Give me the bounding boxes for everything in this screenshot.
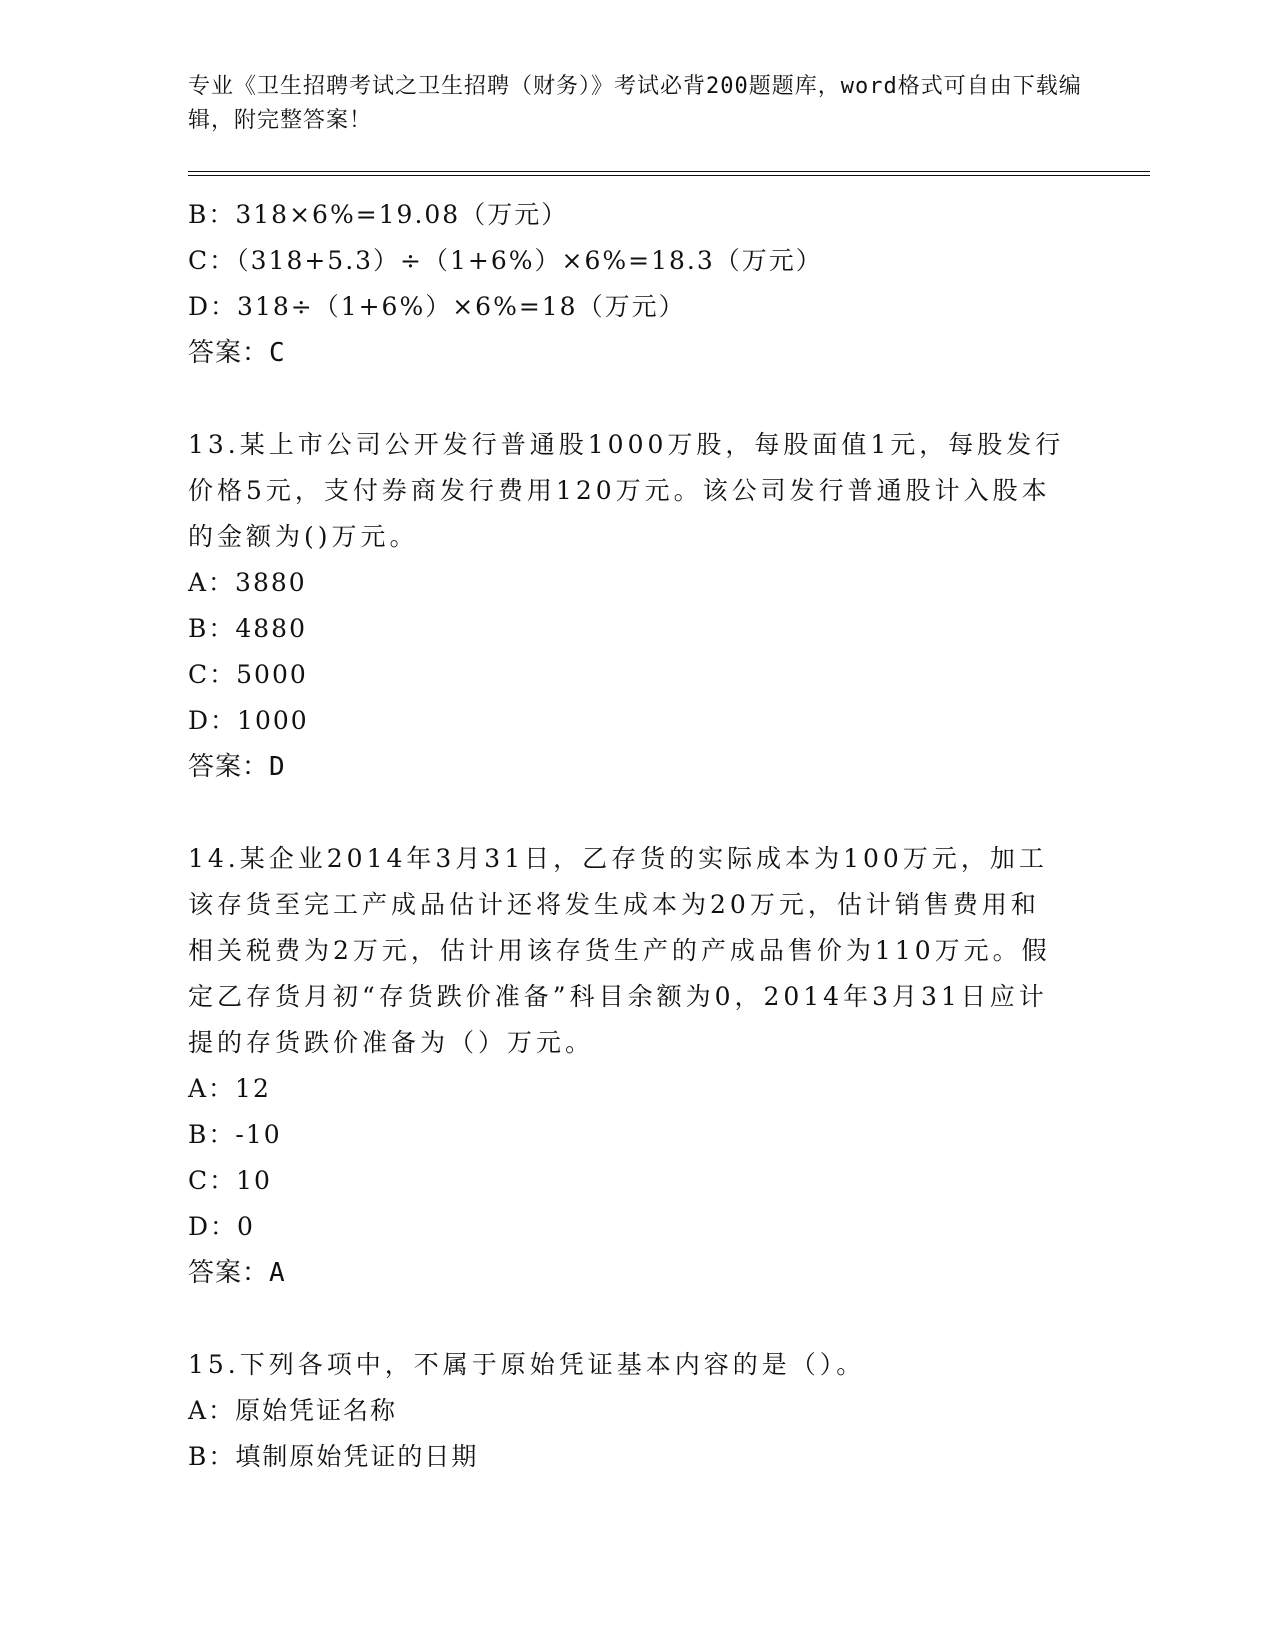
option-d: D：1000 [188,706,309,735]
question-12-tail [188,192,1068,376]
header-rule-top [188,171,1150,172]
question-text: 13.某上市公司公开发行普通股1000万股，每股面值1元，每股发行价格5元，支付券商发行费用120万元。该公司发行普通股计入股本的金额为()万元。 [188,430,1065,551]
document-header: 专业《卫生招聘考试之卫生招聘（财务）》考试必背200题题库，word格式可自由下载编辑，附完整答案！ [188,74,1082,133]
document-body [188,192,1068,1480]
question-text: 15.下列各项中，不属于原始凭证基本内容的是（）。 [188,1350,866,1379]
option-b: B：318×6%=19.08（万元） [188,200,569,229]
option-c: C：10 [188,1166,272,1195]
option-a: A：3880 [188,568,307,597]
option-b: B：4880 [188,614,307,643]
option-a: A：原始凭证名称 [188,1396,398,1425]
option-c: C：5000 [188,660,308,689]
option-d: D：318÷（1+6%）×6%=18（万元） [188,292,686,321]
option-b: B：-10 [188,1120,282,1149]
option-c: C：（318+5.3）÷（1+6%）×6%=18.3（万元） [188,246,823,275]
question-text: 14.某企业2014年3月31日，乙存货的实际成本为100万元，加工该存货至完工产成品估计还将发生成本为20万元，估计销售费用和相关税费为2万元，估计用该存货生产的产成品售价为110万元。假定乙存货月初“存货跌价准备”科目余额为0，2014年3月31日应计提的存货跌价准备为（）万元。 [188,844,1051,1057]
option-a: A：12 [188,1074,271,1103]
header-rule-bottom [188,175,1150,176]
answer-line: 答案：A [188,1258,286,1288]
question-14 [188,836,1068,1296]
answer-line: 答案：D [188,752,286,782]
question-15 [188,1342,1068,1480]
option-d: D：0 [188,1212,255,1241]
question-13 [188,422,1068,790]
option-b: B：填制原始凭证的日期 [188,1442,479,1471]
answer-line: 答案：C [188,338,286,368]
